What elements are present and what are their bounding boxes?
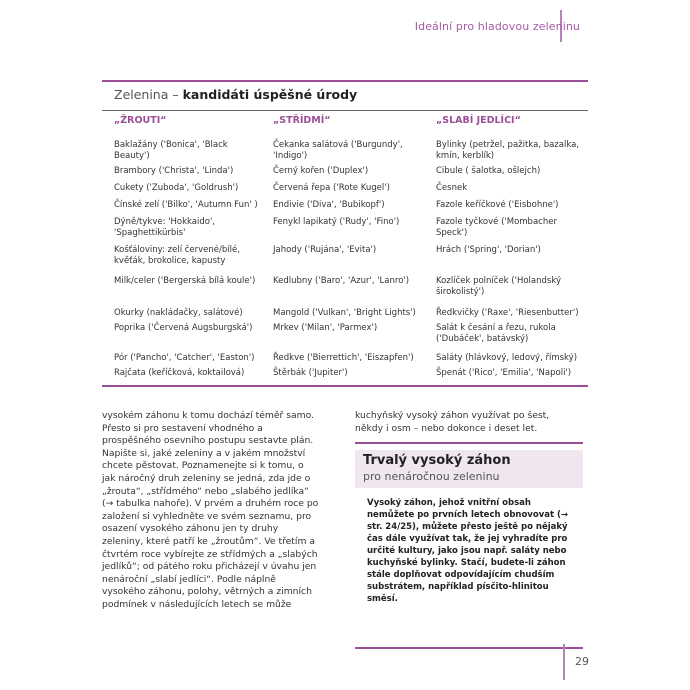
table-cell: Ředkvičky ('Raxe', 'Riesenbutter')	[436, 308, 579, 318]
table-cell: Milk/celer ('Bergerská bílá koule')	[114, 276, 256, 286]
table-cell: Bylinky (petržel, pažitka, bazalka, kmín, kerblík)	[436, 140, 580, 161]
column-header: „ŽROUTI“	[114, 115, 167, 126]
info-box-text: Vysoký záhon, jehož vnitřní obsah nemůžete po prvních letech obnovovat (→ str. 24/25), můžete přesto ještě po nějaký čas dále využívat tak, že jej vyhradíte pro určité kultury, jako jsou např. saláty nebo kuchyňské bylinky. Stačí, budete-li záhon stále doplňovat odpovídajícím chudším substrátem, například písčito-hlinitou směsí.	[367, 498, 568, 604]
running-header: Ideální pro hladovou zeleninu	[414, 20, 580, 33]
table-cell: Mangold ('Vulkan', 'Bright Lights')	[273, 308, 416, 318]
body-text-left: vysokém záhonu k tomu dochází téměř samo. Přesto si pro sestavení vhodného a prospěšného osevního postupu sestavte plán. Napište si, jaké zeleniny a v jakém množství chcete pěstovat. Poznamenejte si k tomu, o jak náročný druh zeleniny se jedná, zda jde o „žrouta“, „střídmého“ nebo „slabého jedlíka“ (→ tabulka nahoře). V prvém a druhém roce po založení si vyhledněte ve svém seznamu, pro osazení vysokého záhonu jen ty druhy zeleniny, které patří ke „žroutům“. Ve třetím a čtvrtém roce vybírejte ze střídmých a „slabých jedlíků“; od pátého roku přicházejí v úvahu jen nenároční „slabí jedlíci“. Podle náplně vysokého záhonu, polohy, větrných a zimních podmínek v následujících letech se může	[102, 410, 319, 610]
table-cell: Fazole tyčkové ('Mombacher Speck')	[436, 217, 557, 238]
table-title	[114, 87, 357, 102]
column-zrouti	[114, 115, 264, 134]
table-cell: Česnek	[436, 183, 468, 193]
body-text-right: kuchyňský vysoký záhon využívat po šest, někdy i osm – nebo dokonce i deset let.	[355, 410, 550, 434]
column-header: „SLABÍ JEDLÍCI“	[436, 115, 521, 126]
table-header	[102, 82, 588, 111]
table-cell: Poprika ('Červená Augsburgská')	[114, 323, 253, 333]
table-cell: Hrách ('Spring', 'Dorian')	[436, 245, 541, 255]
column-stridmi	[273, 115, 423, 134]
table-title-bold: kandidáti úspěšné úrody	[182, 87, 358, 102]
table-cell: Endivie ('Diva', 'Bubikopf')	[273, 200, 385, 210]
table-cell: Ředkve ('Bierrettich', 'Eiszapfen')	[273, 353, 414, 363]
table-cell: Červená řepa ('Rote Kugel')	[273, 183, 390, 193]
table-cell: Čekanka salátová ('Burgundy', 'Indigo')	[273, 140, 403, 161]
table-cell: Kedlubny ('Baro', 'Azur', 'Lanro')	[273, 276, 410, 286]
table-cell: Brambory ('Christa', 'Linda')	[114, 166, 234, 176]
table-cell: Košťáloviny: zelí červené/bílé, kvěťák, brokolice, kapusty	[114, 245, 240, 266]
table-cell: Kozlíček polníček ('Holandský širokolistý')	[436, 276, 561, 297]
table-cell: Rajčata (keříčková, koktailová)	[114, 368, 245, 378]
info-box-title: Trvalý vysoký záhon	[363, 453, 511, 468]
table-cell: Okurky (nakládačky, salátové)	[114, 308, 243, 318]
column-header: „STŘÍDMÍ“	[273, 115, 331, 126]
info-box-header	[355, 450, 583, 488]
table-cell: Jahody ('Rujána', 'Evita')	[273, 245, 377, 255]
table-cell: Štěrbák ('Jupiter')	[273, 368, 348, 378]
table-cell: Mrkev ('Milan', 'Parmex')	[273, 323, 378, 333]
table-cell: Salát k česání a řezu, rukola ('Dubáček', batávský)	[436, 323, 556, 344]
table-cell: Baklažány ('Bonica', 'Black Beauty')	[114, 140, 228, 161]
table-title-light: Zelenina –	[114, 87, 179, 102]
table-cell: Dýně/tykve: 'Hokkaido', 'Spaghettikürbis'	[114, 217, 215, 238]
table-cell: Špenát ('Rico', 'Emilia', 'Napoli')	[436, 368, 572, 378]
table-cell: Pór ('Pancho', 'Catcher', 'Easton')	[114, 353, 255, 363]
table-cell: Černý kořen ('Duplex')	[273, 166, 369, 176]
bottom-decor-rule	[563, 644, 565, 680]
vegetable-table	[102, 80, 588, 387]
page-number: 29	[575, 655, 589, 668]
table-cell: Saláty (hlávkový, ledový, římský)	[436, 353, 578, 363]
table-cell: Čínské zelí ('Bilko', 'Autumn Fun' )	[114, 200, 258, 210]
table-cell: Cukety ('Zuboda', 'Goldrush')	[114, 183, 239, 193]
info-box	[355, 442, 583, 649]
table-cell: Fazole keříčkové ('Eisbohne')	[436, 200, 559, 210]
column-slabi-jedlici	[436, 115, 586, 134]
info-box-subtitle: pro nenáročnou zeleninu	[363, 470, 500, 483]
table-cell: Cibule ( šalotka, ošlejch)	[436, 166, 541, 176]
table-cell: Fenykl lapikatý ('Rudy', 'Fino')	[273, 217, 400, 227]
